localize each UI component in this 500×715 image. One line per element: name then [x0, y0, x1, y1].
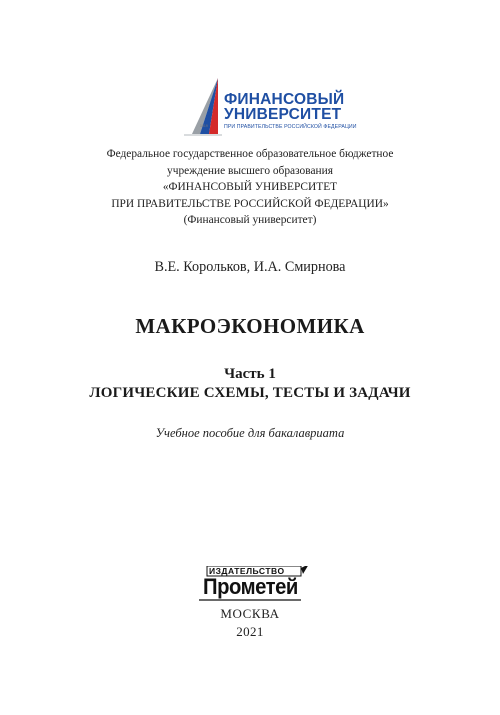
book-subtitle: ЛОГИЧЕСКИЕ СХЕМЫ, ТЕСТЫ И ЗАДАЧИ — [89, 385, 411, 401]
org-line-1: Федеральное государственное образовательное бюджетное — [106, 148, 394, 160]
org-line-3: «ФИНАНСОВЫЙ УНИВЕРСИТЕТ — [162, 181, 338, 193]
part-number: Часть 1 — [224, 366, 276, 382]
logo-name-line2: УНИВЕРСИТЕТ — [224, 106, 342, 123]
logo-established: 1919 — [200, 124, 208, 128]
publisher-logo — [197, 566, 311, 602]
org-line-4: ПРИ ПРАВИТЕЛЬСТВЕ РОССИЙСКОЙ ФЕДЕРАЦИИ» — [111, 197, 389, 210]
logo-name — [224, 92, 344, 122]
logo-subtitle: ПРИ ПРАВИТЕЛЬСТВЕ РОССИЙСКОЙ ФЕДЕРАЦИИ — [224, 124, 357, 130]
university-emblem-icon — [178, 78, 226, 142]
publication-year: 2021 — [236, 624, 264, 639]
org-line-2: учреждение высшего образования — [167, 164, 333, 177]
org-line-5: (Финансовый университет) — [183, 214, 317, 226]
book-genre: Учебное пособие для бакалавриата — [155, 426, 345, 440]
university-logo — [178, 78, 357, 142]
publisher-label-big: Прометей — [203, 574, 298, 599]
organization-block — [0, 146, 500, 229]
publication-city: МОСКВА — [220, 606, 280, 621]
authors: В.Е. Корольков, И.А. Смирнова — [154, 259, 346, 275]
book-title: МАКРОЭКОНОМИКА — [135, 314, 365, 338]
publisher-label-small: ИЗДАТЕЛЬСТВО — [209, 566, 285, 576]
logo-name-line1: ФИНАНСОВЫЙ — [224, 91, 345, 108]
